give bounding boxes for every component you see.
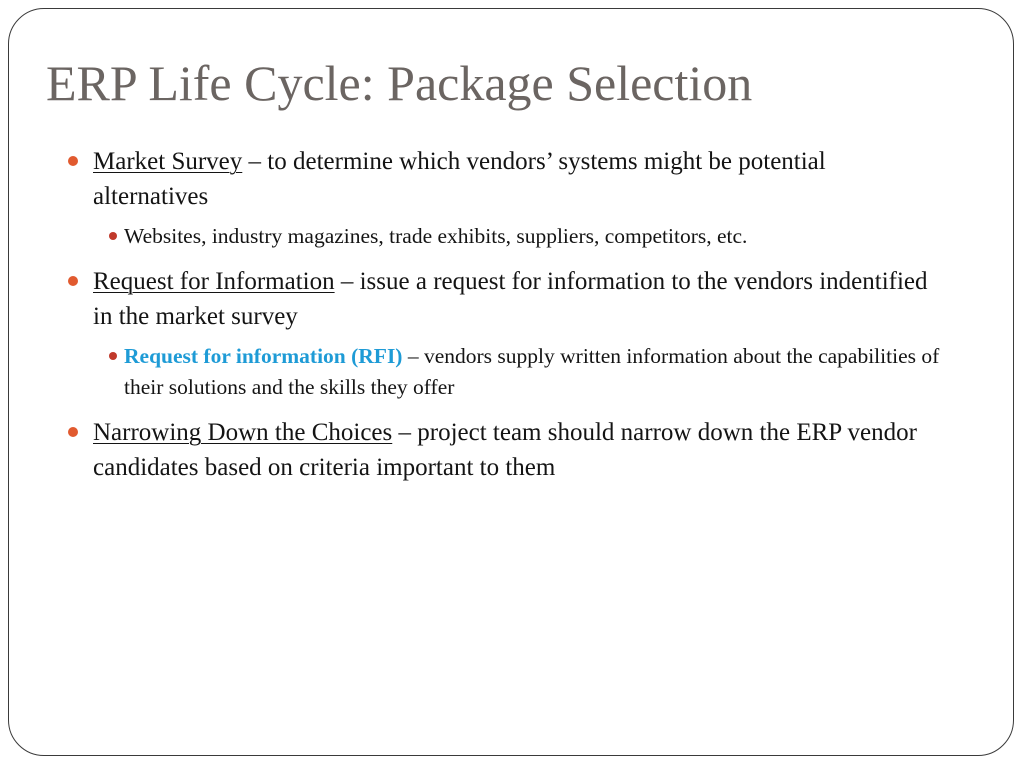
sub-bullet-dot-icon [109,352,117,360]
bullet-dot-icon [68,427,78,437]
bullet-item-request-for-information [61,264,941,334]
sub-bullet-term-highlight: Request for information (RFI) [124,344,403,368]
sub-bullet-text: Websites, industry magazines, trade exhibits, suppliers, competitors, etc. [124,224,748,248]
sub-bullet-dot-icon [109,232,117,240]
sub-bullet-item-rfi [61,341,941,403]
bullet-text: – issue a request for information to the vendors indentified in the market survey [93,268,928,330]
bullet-text: – to determine which vendors’ systems might be potential alternatives [93,148,826,210]
sub-bullet-text: – vendors supply written information about the capabilities of their solutions and the skills they offer [124,344,940,399]
bullet-item-market-survey [61,144,941,214]
slide-title: ERP Life Cycle: Package Selection [46,55,753,111]
slide [8,8,1014,756]
bullet-dot-icon [68,156,78,166]
bullet-term: Narrowing Down the Choices [93,419,393,446]
bullet-term: Market Survey [93,148,243,175]
sub-bullet-item-sources [61,221,941,252]
bullet-text: – project team should narrow down the ERP vendor candidates based on criteria important to them [93,419,917,481]
slide-content [61,144,941,492]
bullet-term: Request for Information [93,268,335,295]
bullet-dot-icon [68,276,78,286]
bullet-item-narrowing-down [61,415,941,485]
